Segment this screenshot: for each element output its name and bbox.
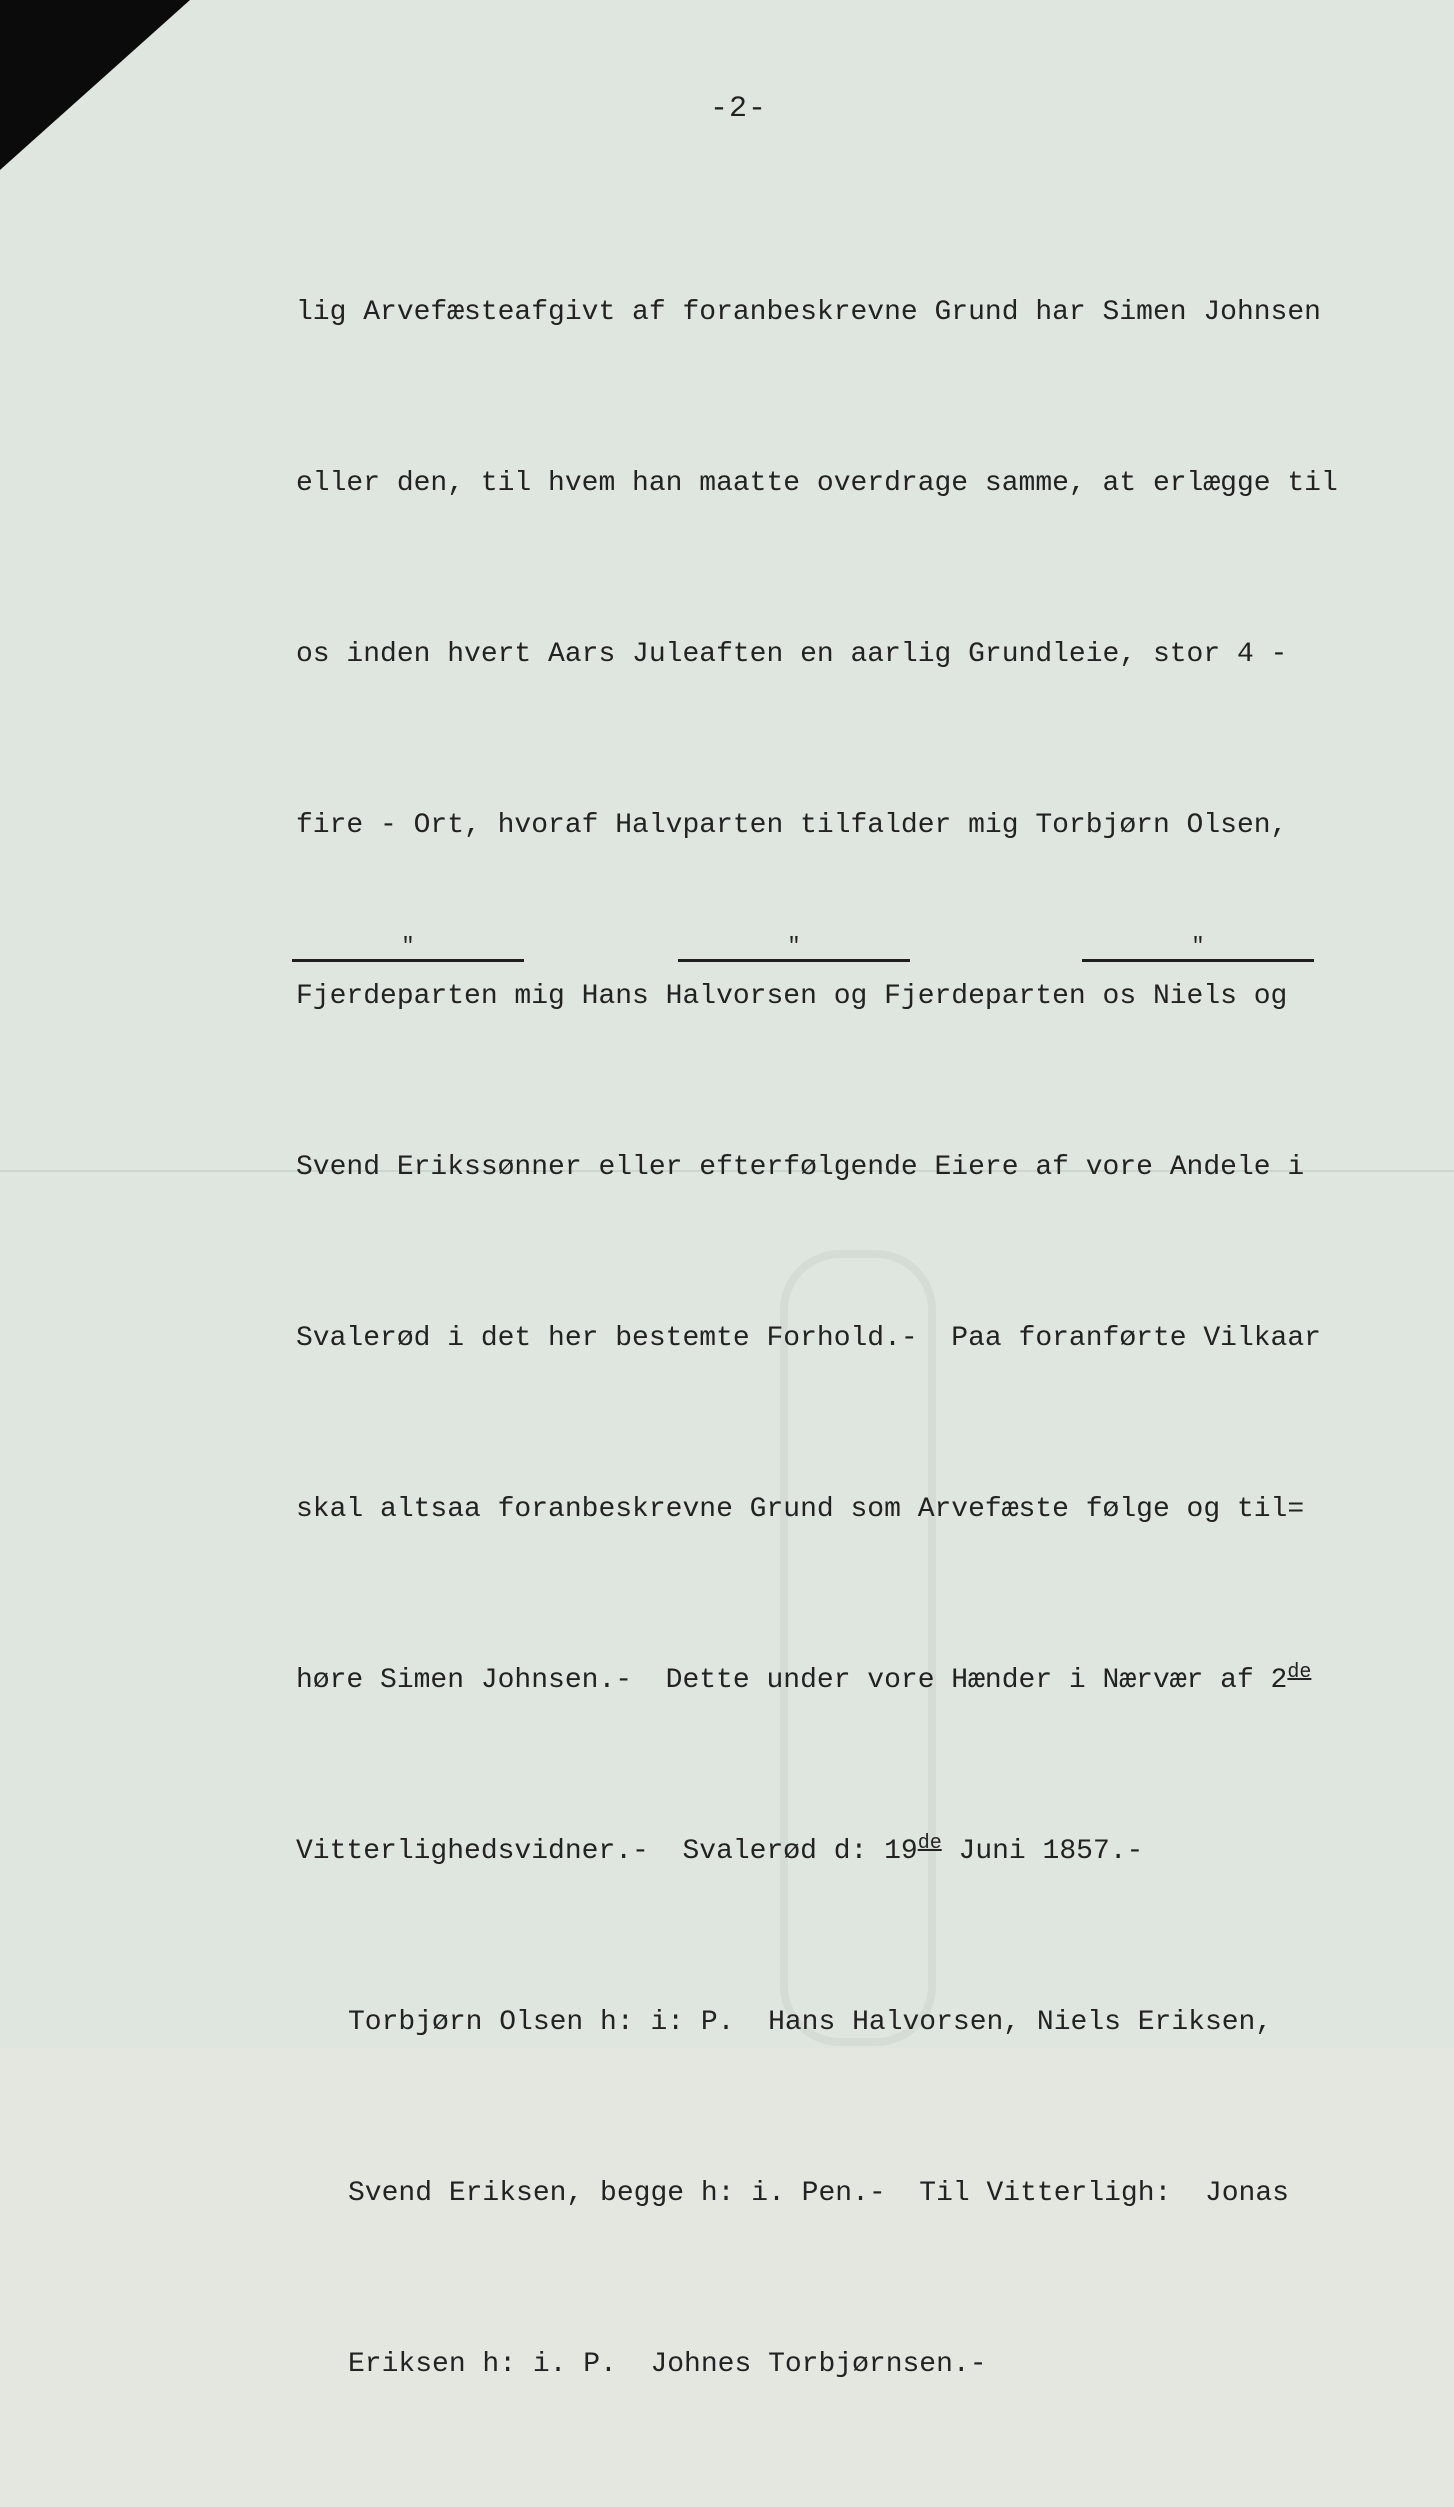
signature-line-3: Eriksen h: i. P. Johnes Torbjørnsen.- <box>348 2349 987 2380</box>
text-line-7: Svalerød i det her bestemte Forhold.- Paa foranførte Vilkaar <box>296 1323 1321 1354</box>
page-number: -2- <box>710 92 768 126</box>
text-line-2: eller den, til hvem han maatte overdrage samme, at erlægge til <box>296 468 1338 499</box>
ditto-rule-1: " <box>292 935 524 962</box>
ditto-rule-2: " <box>678 935 910 962</box>
text-line-4: fire - Ort, hvoraf Halvparten tilfalder mig Torbjørn Olsen, <box>296 810 1288 841</box>
text-line-3: os inden hvert Aars Juleaften en aarlig Grundleie, stor 4 - <box>296 639 1288 670</box>
text-line-10-before: Vitterlighedsvidner.- Svalerød d: 19 <box>296 1836 918 1867</box>
document-body <box>296 170 1406 2507</box>
page-corner-shadow <box>0 0 190 170</box>
text-line-10 <box>296 1823 1406 1880</box>
text-line-8: skal altsaa foranbeskrevne Grund som Arvefæste følge og til= <box>296 1494 1305 1525</box>
superscript-de-date: de <box>917 1832 942 1855</box>
superscript-de: de <box>1287 1661 1312 1684</box>
text-line-1: lig Arvefæsteafgivt af foranbeskrevne Grund har Simen Johnsen <box>296 297 1321 328</box>
signature-line-2: Svend Eriksen, begge h: i. Pen.- Til Vitterligh: Jonas <box>348 2178 1289 2209</box>
text-line-5: Fjerdeparten mig Hans Halvorsen og Fjerdeparten os Niels og <box>296 981 1288 1012</box>
text-line-6: Svend Erikssønner eller efterfølgende Eiere af vore Andele i <box>296 1152 1305 1183</box>
text-line-10-after: Juni 1857.- <box>941 1836 1144 1867</box>
ditto-rule-3: " <box>1082 935 1314 962</box>
text-line-9-main: høre Simen Johnsen.- Dette under vore Hænder i Nærvær af 2 <box>296 1665 1288 1696</box>
signature-line-1: Torbjørn Olsen h: i: P. Hans Halvorsen, Niels Eriksen, <box>348 2007 1273 2038</box>
text-line-9 <box>296 1652 1406 1709</box>
